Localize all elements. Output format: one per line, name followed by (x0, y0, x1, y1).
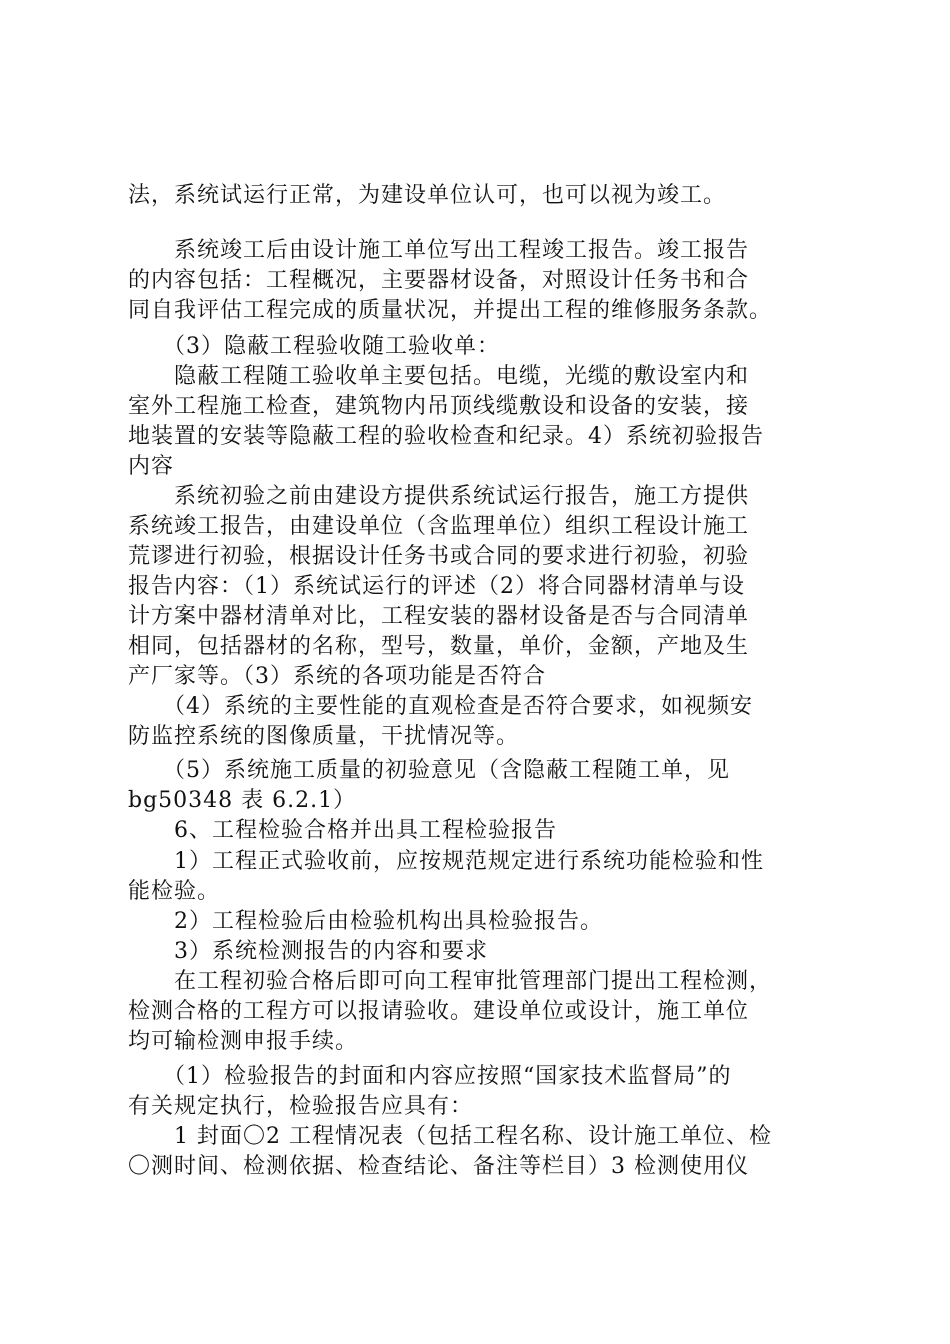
text-line: 相同，包括器材的名称，型号，数量，单价，金额，产地及生 (128, 634, 750, 659)
text-line: 内容 (128, 454, 175, 479)
text-line: 1）工程正式验收前，应按规范规定进行系统功能检验和性 (128, 849, 764, 874)
text-line: 报告内容：（1）系统试运行的评述（2）将合同器材清单与设 (128, 574, 745, 599)
text-line: （1）检验报告的封面和内容应按照“国家技术监督局”的 (128, 1064, 732, 1089)
text-line: 荒谬进行初验，根据设计任务书或合同的要求进行初验，初验 (128, 544, 750, 569)
text-line: 防监控系统的图像质量，干扰情况等。 (128, 724, 520, 749)
text-line: 检测合格的工程方可以报请验收。建设单位或设计，施工单位 (128, 999, 750, 1024)
text-line: 系统初验之前由建设方提供系统试运行报告，施工方提供 (128, 484, 750, 509)
text-line: 〇测时间、检测依据、检查结论、备注等栏目）3 检测使用仪 (128, 1154, 749, 1179)
text-line: 室外工程施工检查，建筑物内吊顶线缆敷设和设备的安装，接 (128, 394, 750, 419)
text-line: 隐蔽工程随工验收单主要包括。电缆，光缆的敷设室内和 (128, 364, 750, 389)
text-line: 法，系统试运行正常，为建设单位认可，也可以视为竣工。 (128, 183, 727, 208)
text-line: 产厂家等。（3）系统的各项功能是否符合 (128, 664, 546, 689)
text-line: （3）隐蔽工程验收随工验收单： (128, 334, 500, 359)
text-line: 的内容包括：工程概况，主要器材设备，对照设计任务书和合 (128, 268, 750, 293)
text-line: （4）系统的主要性能的直观检查是否符合要求，如视频安 (128, 694, 753, 719)
text-line: 同自我评估工程完成的质量状况，并提出工程的维修服务条款。 (128, 298, 773, 323)
text-line: 均可输检测申报手续。 (128, 1029, 359, 1054)
text-line: 在工程初验合格后即可向工程审批管理部门提出工程检测， (128, 969, 773, 994)
text-line: 3）系统检测报告的内容和要求 (128, 939, 488, 964)
text-line: 能检验。 (128, 879, 221, 904)
text-line: 系统竣工后由设计施工单位写出工程竣工报告。竣工报告 (128, 238, 750, 263)
text-line: 系统竣工报告，由建设单位（含监理单位）组织工程设计施工 (128, 514, 750, 539)
text-line: bg50348 表 6.2.1） (128, 788, 357, 813)
text-line: 计方案中器材清单对比，工程安装的器材设备是否与合同清单 (128, 604, 750, 629)
text-line: 地装置的安装等隐蔽工程的验收检查和纪录。4）系统初验报告 (128, 424, 764, 449)
text-line: 6、工程检验合格并出具工程检验报告 (128, 818, 557, 843)
text-line: 1 封面〇2 工程情况表（包括工程名称、设计施工单位、检 (128, 1124, 772, 1149)
text-line: （5）系统施工质量的初验意见（含隐蔽工程随工单，见 (128, 758, 730, 783)
text-line: 2）工程检验后由检验机构出具检验报告。 (128, 909, 603, 934)
text-line: 有关规定执行，检验报告应具有： (128, 1094, 474, 1119)
